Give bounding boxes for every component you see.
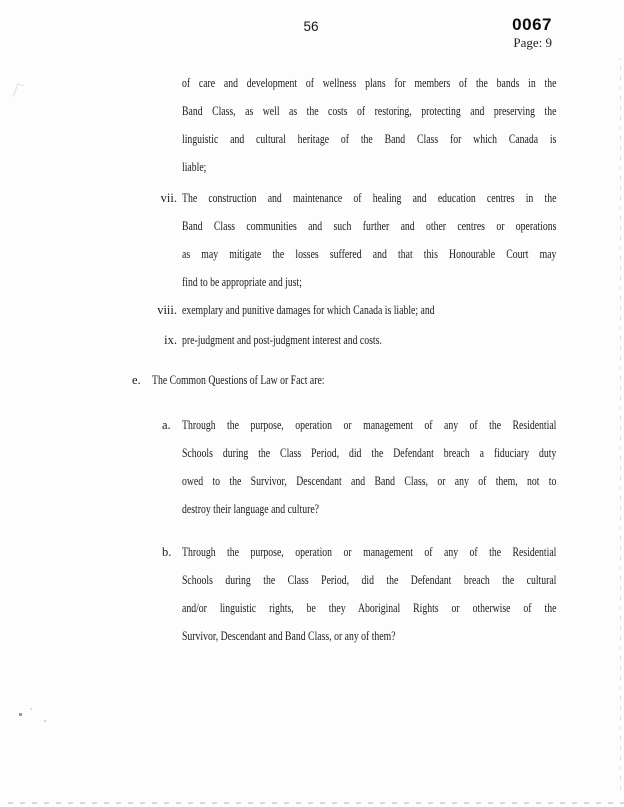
- list-marker: e.: [132, 373, 141, 387]
- stamp-page-label: Page: 9: [513, 35, 552, 50]
- text-line: Through the purpose, operation or management of any of the Residential: [182, 418, 557, 432]
- text-line: as may mitigate the losses suffered and that this Honourable Court may: [182, 247, 557, 261]
- paragraph-continuation: [182, 69, 556, 181]
- text-lines: [182, 411, 556, 523]
- text-lines: [182, 326, 556, 354]
- text-line: Band Class communities and such further and other centres or operations: [182, 219, 557, 233]
- text-lines: [182, 296, 556, 324]
- scan-artifact-speck: [19, 713, 22, 716]
- list-item-ix: [164, 326, 556, 354]
- text-line: find to be appropriate and just;: [182, 275, 302, 289]
- scan-artifact-speck: [44, 720, 46, 722]
- list-item-e: [132, 366, 526, 394]
- text-line: owed to the Survivor, Descendant and Band Class, or any of them, not to: [182, 474, 557, 488]
- text-line: pre-judgment and post-judgment interest and costs.: [182, 333, 382, 347]
- document-body: [0, 69, 624, 650]
- scan-artifact-bottom-edge: [8, 802, 624, 804]
- document-stamp: [440, 16, 552, 50]
- text-line: Schools during the Class Period, did the Defendant breach the cultural: [182, 573, 557, 587]
- list-marker: viii.: [157, 303, 177, 317]
- text-line: linguistic and cultural heritage of the Band Class for which Canada is: [182, 132, 557, 146]
- scan-artifact-speck: [30, 708, 32, 710]
- list-marker: a.: [162, 418, 171, 432]
- list-item-viii: [157, 296, 556, 324]
- text-line: Survivor, Descendant and Band Class, or any of them?: [182, 629, 396, 643]
- list-marker: b.: [162, 545, 172, 559]
- text-line: Through the purpose, operation or management of any of the Residential: [182, 545, 557, 559]
- text-line: of care and development of wellness plans for members of the bands in the: [182, 76, 557, 90]
- stamp-number: 0067: [512, 15, 552, 34]
- text-line: liable;: [182, 160, 207, 174]
- list-item-a: [162, 411, 557, 523]
- list-marker: ix.: [164, 333, 177, 347]
- text-line: Band Class, as well as the costs of restoring, protecting and preserving the: [182, 104, 557, 118]
- text-lines: [182, 184, 556, 296]
- text-lines: [182, 538, 556, 650]
- list-marker: vii.: [160, 191, 177, 205]
- list-item-vii: [160, 184, 557, 296]
- text-line: and/or linguistic rights, be they Aboriginal Rights or otherwise of the: [182, 601, 557, 615]
- text-lines: [182, 69, 556, 181]
- page-number: 56: [303, 19, 319, 34]
- list-item-b: [162, 538, 557, 650]
- text-line: destroy their language and culture?: [182, 502, 319, 516]
- text-line: The construction and maintenance of healing and education centres in the: [182, 191, 557, 205]
- text-lines: [152, 366, 526, 394]
- text-line: The Common Questions of Law or Fact are:: [152, 373, 325, 387]
- text-line: Schools during the Class Period, did the Defendant breach a fiduciary duty: [182, 446, 557, 460]
- text-line: exemplary and punitive damages for which Canada is liable; and: [182, 303, 435, 317]
- scan-artifact-right-edge: [620, 58, 621, 790]
